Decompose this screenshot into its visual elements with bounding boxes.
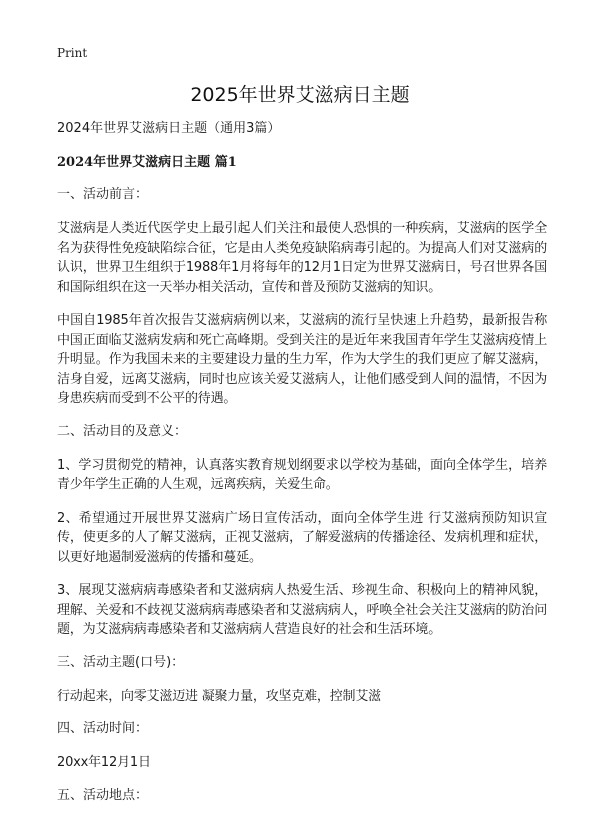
heading-theme: 三、活动主题(口号)： bbox=[57, 654, 185, 670]
document-body bbox=[57, 120, 547, 820]
heading-time: 四、活动时间： bbox=[57, 721, 149, 736]
print-link[interactable]: Print bbox=[57, 46, 88, 60]
paragraph-preface-2: 中国自1985年首次报告艾滋病病例以来，艾滋病的流行呈快速上升趋势，最新报告称中国正面临艾滋病发病和死亡高峰期。受到关注的是近年来我国青年学生艾滋病疫情上升明显。作为我国未来的主要建设力量的生力军，作为大学生的我们更应了解艾滋病，洁身自爱，远离艾滋病，同时也应该关爱艾滋病人，让他们感受到人间的温情，不因为身患疾病而受到不公平的待遇。 bbox=[57, 313, 547, 406]
section-title: 2024年世界艾滋病日主题 篇1 bbox=[57, 155, 237, 170]
paragraph-time: 20xx年12月1日 bbox=[57, 755, 151, 770]
heading-preface: 一、活动前言： bbox=[57, 187, 149, 202]
paragraph-purpose-2: 2、希望通过开展世界艾滋病广场日宣传活动，面向全体学生进 行艾滋病预防知识宣传，使更多的人了解艾滋病，正视艾滋病，了解爱滋病的传播途径、发病机理和症状，以更好地遏制爱滋病的传播和蔓延。 bbox=[57, 510, 547, 565]
heading-purpose: 二、活动目的及意义： bbox=[57, 423, 188, 439]
heading-location: 五、活动地点： bbox=[57, 787, 149, 803]
page-title: 2025年世界艾滋病日主题 bbox=[190, 84, 410, 106]
paragraph-purpose-1: 1、学习贯彻党的精神，认真落实教育规划纲要求以学校为基础，面向全体学生，培养青少年学生正确的人生观，远离疾病，关爱生命。 bbox=[57, 457, 547, 492]
paragraph-purpose-3: 3、展现艾滋病病毒感染者和艾滋病病人热爱生活、珍视生命、积极向上的精神风貌，理解、关爱和不歧视艾滋病病毒感染者和艾滋病病人，呼唤全社会关注艾滋病的防治问题，为艾滋病病毒感染者和艾滋病病人营造良好的社会和生活环境。 bbox=[57, 583, 547, 637]
paragraph-theme: 行动起来，向零艾滋迈进 凝聚力量，攻坚克难，控制艾滋 bbox=[57, 688, 381, 704]
paragraph-preface-1: 艾滋病是人类近代医学史上最引起人们关注和最使人恐惧的一种疾病，艾滋病的医学全名为获得性免疫缺陷综合征，它是由人类免疫缺陷病毒引起的。为提高人们对艾滋病的认识，世界卫生组织于1988年1月将每年的12月1日定为世界艾滋病日，号召世界各国和国际组织在这一天举办相关活动，宣传和普及预防艾滋病的知识。 bbox=[57, 221, 547, 295]
document-subtitle: 2024年世界艾滋病日主题（通用3篇） bbox=[57, 121, 281, 136]
